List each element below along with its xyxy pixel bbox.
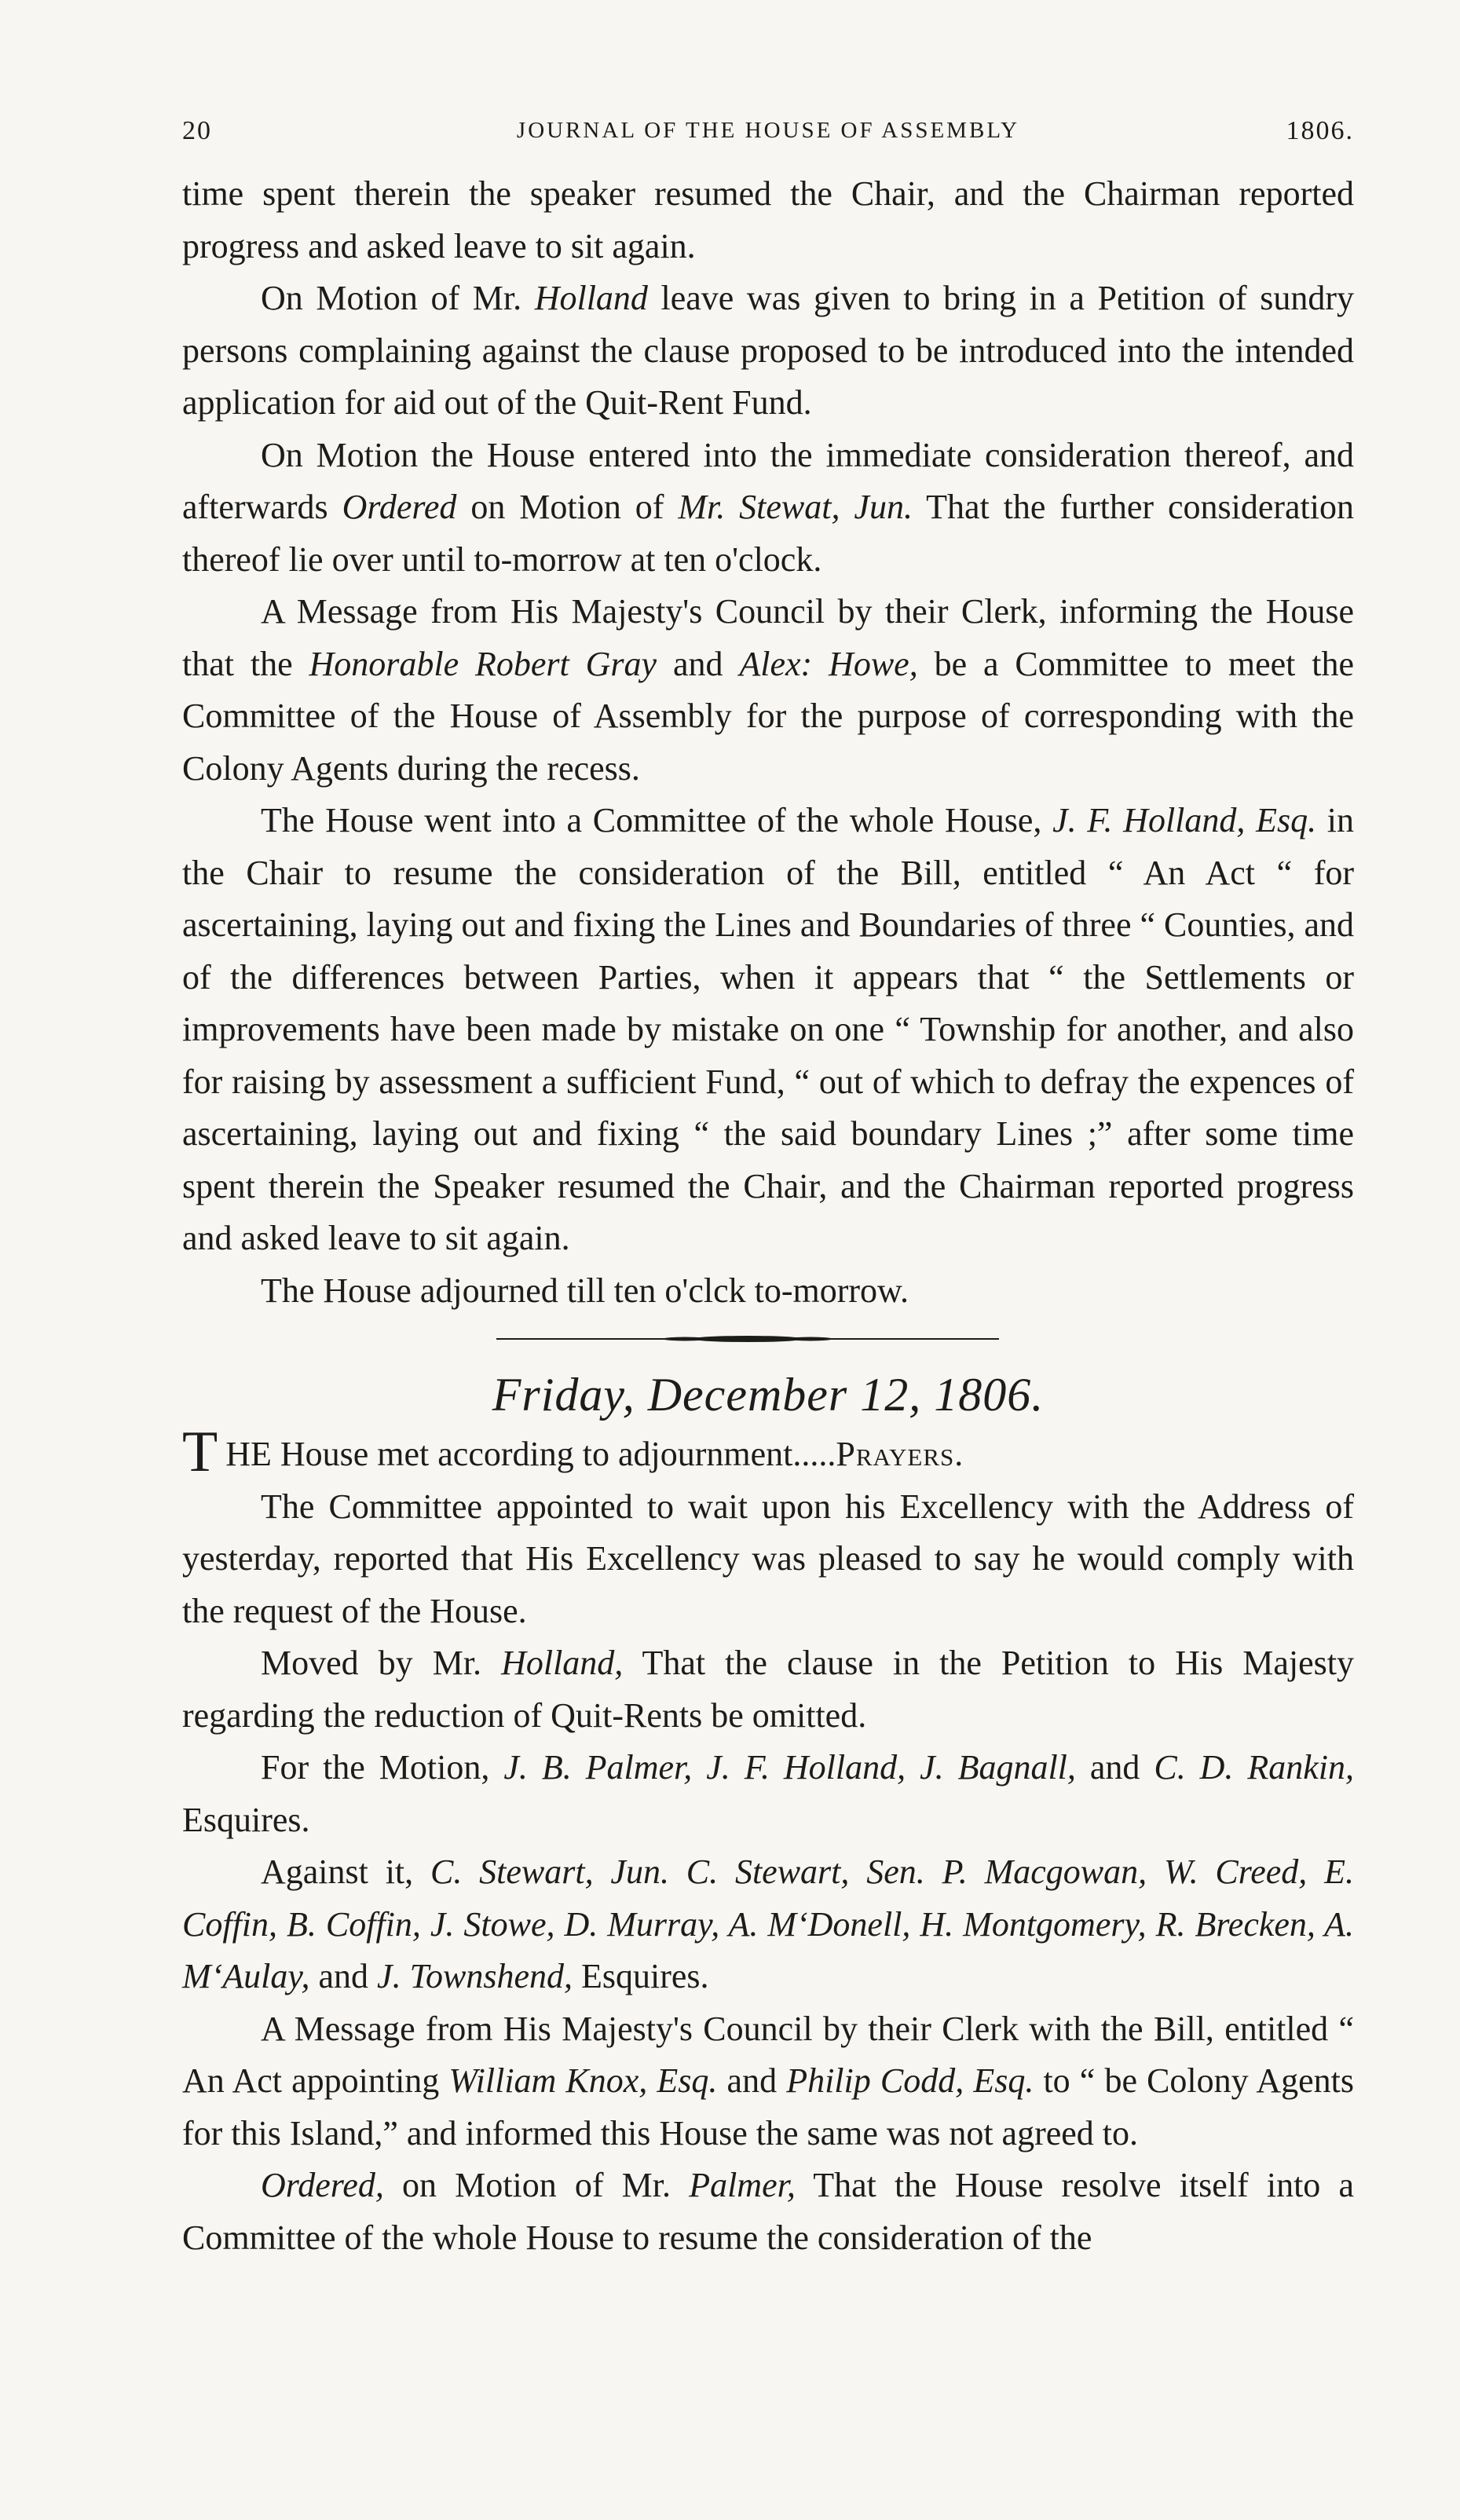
page-number: 20 xyxy=(182,116,212,145)
paragraph-committee-report: The Committee appointed to wait upon his Excellency with the Address of yesterday, reported that His Excellency was pleased to say he would comply with the request of the House. xyxy=(182,1487,1354,1630)
paragraph-for-motion: For the Motion, J. B. Palmer, J. F. Holland, J. Bagnall, and C. D. Rankin, Esquires. xyxy=(182,1748,1355,1839)
paragraph-ordered-palmer: Ordered, on Motion of Mr. Palmer, That the House resolve itself into a Committee of the whole House to resume the consideration of the xyxy=(182,2166,1354,2257)
paragraph-against-motion: Against it, C. Stewart, Jun. C. Stewart, Sen. P. Macgowan, W. Creed, E. Coffin, B. Coffin, J. Stowe, D. Murray, A. M‘Donell, H. Montgomery, R. Brecken, A. M‘Aulay, and J. Townshend, Esquires. xyxy=(182,1853,1354,1995)
member-name: William Knox, Esq. xyxy=(448,2061,718,2100)
running-title: JOURNAL OF THE HOUSE OF ASSEMBLY xyxy=(516,118,1020,143)
member-name: Alex: Howe, xyxy=(739,644,918,683)
paragraph-house-met: THE House met according to adjournment.....Prayers. xyxy=(182,1420,964,1484)
drop-cap: T xyxy=(182,1420,218,1484)
ordered-word: Ordered, xyxy=(261,2166,384,2204)
member-names: C. Stewart, Jun. C. Stewart, Sen. P. Macgowan, W. Creed, E. Coffin, B. Coffin, J. Stowe, D. Murray, A. M‘Donell, H. Montgomery, R. Brecken, A. M‘Aulay, xyxy=(182,1853,1354,1995)
paragraph-holland-petition: On Motion of Mr. Holland leave was given to bring in a Petition of sundry persons complaining against the clause proposed to be introduced into the intended application for aid out of the Quit-Rent Fund. xyxy=(182,279,1354,422)
ornamental-rule xyxy=(496,1336,999,1342)
member-names: J. B. Palmer, J. F. Holland, J. Bagnall, xyxy=(503,1748,1076,1787)
member-name: Mr. Stewat, Jun. xyxy=(678,488,913,526)
member-name: Philip Codd, Esq. xyxy=(786,2061,1034,2100)
paragraph-continuation: time spent therein the speaker resumed the Chair, and the Chairman reported progress and asked leave to sit again. xyxy=(182,174,1354,265)
prayers-label: Prayers. xyxy=(836,1435,964,1473)
header-year: 1806. xyxy=(1286,116,1354,145)
section-divider xyxy=(182,1317,1354,1361)
member-name: Holland xyxy=(534,279,648,317)
running-header xyxy=(182,116,1354,163)
member-name: J. F. Holland, Esq. xyxy=(1052,801,1317,839)
paragraph-adjourned: The House adjourned till ten o'clck to-morrow. xyxy=(261,1271,909,1310)
dateline: Friday, December 12, 1806. xyxy=(492,1369,1045,1421)
paragraph-motion: Moved by Mr. Holland, That the clause in the Petition to His Majesty regarding the reduction of Quit-Rents be omitted. xyxy=(182,1644,1354,1735)
member-name: C. D. Rankin, xyxy=(1154,1748,1355,1787)
member-name: Holland, xyxy=(501,1644,624,1682)
paragraph-colony-agents: A Message from His Majesty's Council by their Clerk with the Bill, entitled “ An Act appointing William Knox, Esq. and Philip Codd, Esq. to “ be Colony Agents for this Island,” and informed this House the same was not agreed to. xyxy=(182,2009,1354,2152)
member-name: Palmer, xyxy=(689,2166,796,2204)
paragraph-consideration: On Motion the House entered into the immediate consideration thereof, and afterwards Ordered on Motion of Mr. Stewat, Jun. That the further consideration thereof lie over until to-morrow at ten o'clock. xyxy=(182,435,1354,579)
paragraph-committee-bill: The House went into a Committee of the whole House, J. F. Holland, Esq. in the Chair to resume the consideration of the Bill, entitled “ An Act “ for ascertaining, laying out and fixing the Lines and Boundaries of three “ Counties, and of the differences between Parties, when it appears that “ the Settlements or improvements have been made by mistake on one “ Township for another, and also for raising by assessment a sufficient Fund, “ out of which to defray the expences of ascertaining, laying out and fixing “ the said boundary Lines ;” after some time spent therein the Speaker resumed the Chair, and the Chairman reported progress and asked leave to sit again. xyxy=(182,801,1355,1257)
paragraph-council-message: A Message from His Majesty's Council by their Clerk, informing the House that the Honorable Robert Gray and Alex: Howe, be a Committee to meet the Committee of the House of Assembly for the purpose of corresponding with the Colony Agents during the recess. xyxy=(182,592,1355,788)
member-name: Honorable Robert Gray xyxy=(309,644,657,683)
member-name: J. Townshend, xyxy=(377,1957,573,1995)
page-body xyxy=(182,168,1354,2264)
ordered-word: Ordered xyxy=(342,488,457,526)
